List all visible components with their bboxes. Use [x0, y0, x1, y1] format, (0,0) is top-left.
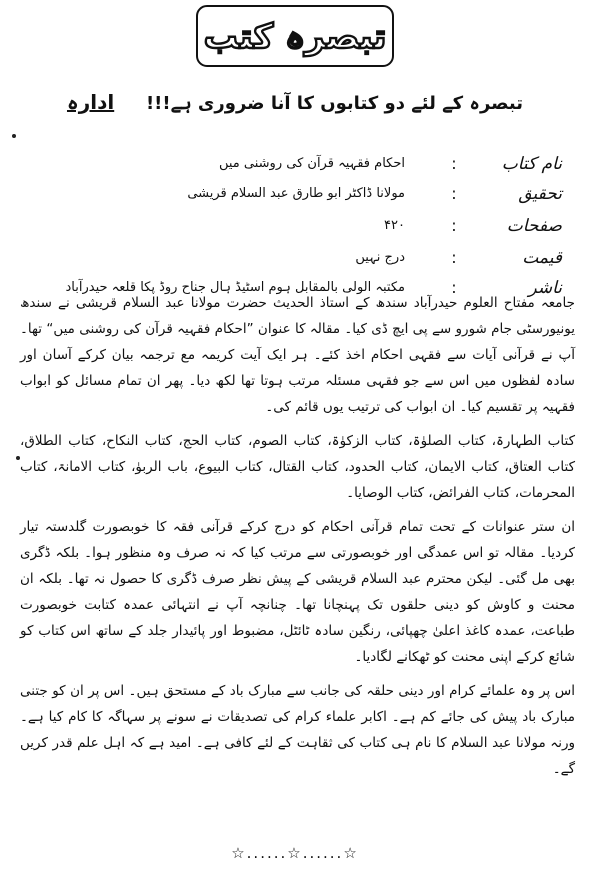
- book-info-colon: :: [451, 248, 457, 267]
- article-author: ادارہ: [66, 90, 115, 114]
- body-paragraph: ان ستر عنوانات کے تحت تمام قرآنی احکام کو درج کرکے قرآنی فقہ کا خوبصورت گلدستہ تیار کردیا۔ مقالہ تو اس عمدگی اور خوبصورتی سے مرتب کیا کہ نہ صرف وہ منظور ہوا۔ بلکہ ڈگری بھی مل گئی۔ لیکن محترم عبد السلام قریشی کے پیش نظر صرف ڈگری کا حصول نہ تھا۔ بلکہ ان محنت و کاوش کو دینی حلقوں تک پہنچانا تھا۔ چنانچہ آپ نے انتہائی عمدہ کتابت خوبصورت طباعت، عمدہ کاغذ اعلیٰ چھپائی، رنگین سادہ ٹائٹل، مضبوط اور پائیدار جلد کے ساتھ اس کتاب کو شائع کرکے اپنی محنت کو ٹھکانے لگادیا۔: [20, 519, 575, 665]
- book-info-row: [0, 212, 590, 240]
- book-info-label: صفحات: [506, 216, 562, 236]
- masthead-heading: تبصرہ کتب: [203, 17, 387, 57]
- book-info-colon: :: [451, 184, 457, 203]
- book-info-row: [0, 150, 590, 178]
- body-paragraph: اس پر وہ علمائے کرام اور دینی حلقہ کی جانب سے مبارک باد کے مستحق ہیں۔ اس پر ان کو جتنی مبارک باد پیش کی جائے کم ہے۔ اکابر علماء کرام کی تصدیقات نے سونے پر سہاگہ کا کام کیا ہے۔ ورنہ مولانا عبد السلام کا نام ہی کتاب کی ثقاہت کے لئے کافی ہے۔ امید ہے کہ اہل علم قدر کریں گے۔: [20, 683, 575, 777]
- book-info-value: مولانا ڈاکٹر ابو طارق عبد السلام قریشی: [187, 186, 405, 201]
- book-info-label: ناشر: [528, 278, 562, 298]
- book-info-value: ۴۲۰: [384, 218, 405, 233]
- article-header: [0, 88, 590, 116]
- margin-dot: [12, 134, 16, 138]
- book-info-value: احکام فقہیہ قرآن کی روشنی میں: [218, 156, 405, 171]
- book-info-colon: :: [451, 278, 457, 297]
- book-info-value: مکتبہ الولی بالمقابل ہوم اسٹیڈ ہال جناح روڈ پکا قلعہ حیدرآباد: [65, 280, 405, 295]
- book-info-label: تحقیق: [518, 184, 562, 204]
- book-info-colon: :: [451, 216, 457, 235]
- masthead-logo: [195, 4, 395, 68]
- masthead: [0, 4, 590, 72]
- article-title: تبصرہ کے لئے دو کتابوں کا آنا ضروری ہے!!!: [145, 93, 524, 114]
- body-paragraph: کتاب الطہارۃ، کتاب الصلوٰۃ، کتاب الزکوٰۃ، کتاب الصوم، کتاب الحج، کتاب النکاح، کتاب الطلاق، کتاب العتاق، کتاب الایمان، کتاب الحدود، کتاب القتال، کتاب البیوع، باب الربوٰ، کتاب الامانۃ، کتاب المحرمات، کتاب الفرائض، کتاب الوصایا۔: [20, 433, 575, 501]
- end-ornament: ☆......☆......☆: [231, 844, 359, 862]
- review-body: [20, 290, 575, 782]
- book-info-value: درج نہیں: [355, 250, 405, 265]
- book-info-row: [0, 180, 590, 208]
- body-paragraph: جامعہ مفتاح العلوم حیدرآباد سندھ کے استاذ الحدیث حضرت مولانا عبد السلام قریشی نے سندھ یونیورسٹی جام شورو سے پی ایچ ڈی کیا۔ مقالہ کا عنوان ”احکام فقہیہ قرآن کی روشنی میں“ تھا۔ آپ نے قرآنی آیات سے فقہی احکام اخذ کئے۔ ہر ایک آیت کریمہ مع ترجمہ بیان کرکے آسان اور سادہ لفظوں میں اس سے جو فقہی مسئلہ مرتب ہوتا تھا لکھ دیا۔ پھر ان تمام مسائل کو ابواب فقہیہ پر تقسیم کیا۔ ان ابواب کی ترتیب یوں قائم کی۔: [20, 295, 575, 415]
- book-info-row: [0, 244, 590, 272]
- book-info-label: قیمت: [522, 248, 562, 268]
- book-info-label: نام کتاب: [501, 154, 562, 174]
- book-info-colon: :: [451, 154, 457, 173]
